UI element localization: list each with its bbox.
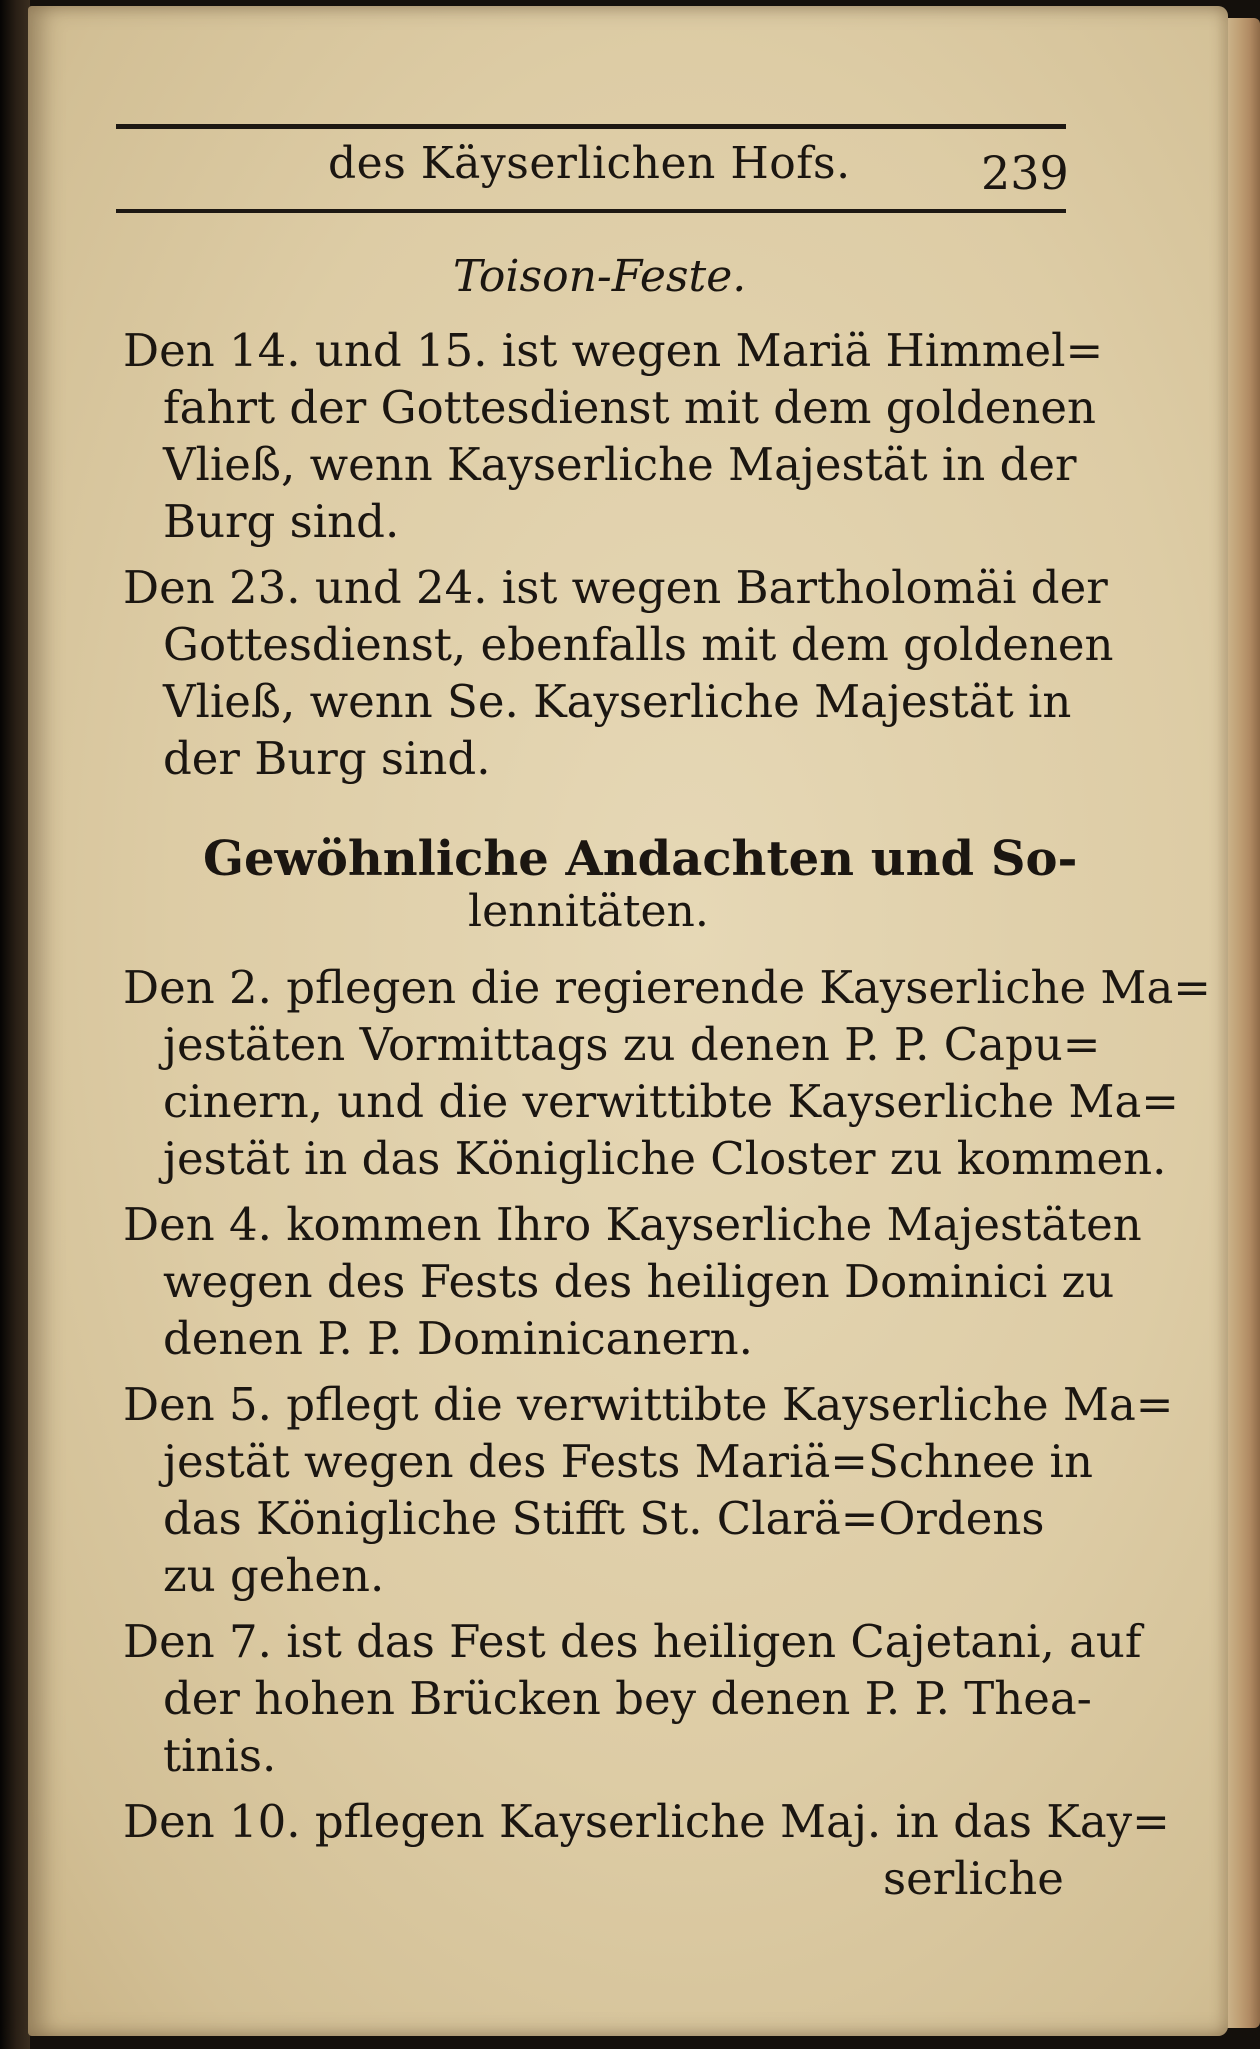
text-line: jestäten Vormittags zu denen P. P. Capu= [163, 1018, 1101, 1071]
text-line: der Burg sind. [163, 732, 491, 785]
catchword: serliche [883, 1852, 1064, 1905]
text-line: zu gehen. [163, 1549, 385, 1602]
section-heading-andachten: Gewöhnliche Andachten und So- [203, 831, 1078, 887]
text-line: Den 5. pflegt die verwittibte Kayserliche Ma= [123, 1378, 1174, 1431]
text-line: der hohen Brücken bey denen P. P. Thea- [163, 1672, 1092, 1725]
text-line: das Königliche Stifft St. Clarä=Ordens [163, 1492, 1045, 1545]
text-line: Vließ, wenn Kayserliche Majestät in der [163, 438, 1077, 491]
header-rule-bottom [116, 209, 1066, 213]
page-block-edge [1226, 18, 1260, 2028]
text-line: Den 10. pflegen Kayserliche Maj. in das Kay= [123, 1795, 1170, 1848]
text-line: Den 2. pflegen die regierende Kayserliche Ma= [123, 961, 1211, 1014]
text-line: Vließ, wenn Se. Kayserliche Majestät in [163, 675, 1072, 728]
section-heading-andachten-cont: lennitäten. [468, 886, 709, 937]
text-line: Den 23. und 24. ist wegen Bartholomäi der [123, 561, 1108, 614]
page-number: 239 [981, 146, 1069, 200]
text-line: fahrt der Gottesdienst mit dem goldenen [163, 381, 1097, 434]
text-line: cinern, und die verwittibte Kayserliche Ma= [163, 1075, 1179, 1128]
text-line: tinis. [163, 1729, 277, 1782]
text-line: Den 14. und 15. ist wegen Mariä Himmel= [123, 324, 1104, 377]
section-heading-toison: Toison-Feste. [453, 251, 747, 302]
text-line: Den 7. ist das Fest des heiligen Cajetani, auf [123, 1615, 1142, 1668]
text-line: jestät in das Königliche Closter zu kommen. [163, 1132, 1167, 1185]
text-line: denen P. P. Dominicanern. [163, 1312, 753, 1365]
text-line: Gottesdienst, ebenfalls mit dem goldenen [163, 618, 1114, 671]
text-line: Burg sind. [163, 495, 400, 548]
header-rule-top [116, 124, 1066, 129]
book-page [28, 6, 1228, 2036]
running-title: des Käyserlichen Hofs. [328, 138, 851, 189]
text-line: Den 4. kommen Ihro Kayserliche Majestäten [123, 1198, 1142, 1251]
text-line: wegen des Fests des heiligen Dominici zu [163, 1255, 1115, 1308]
book-spine-edge [0, 0, 30, 2049]
text-line: jestät wegen des Fests Mariä=Schnee in [163, 1435, 1093, 1488]
